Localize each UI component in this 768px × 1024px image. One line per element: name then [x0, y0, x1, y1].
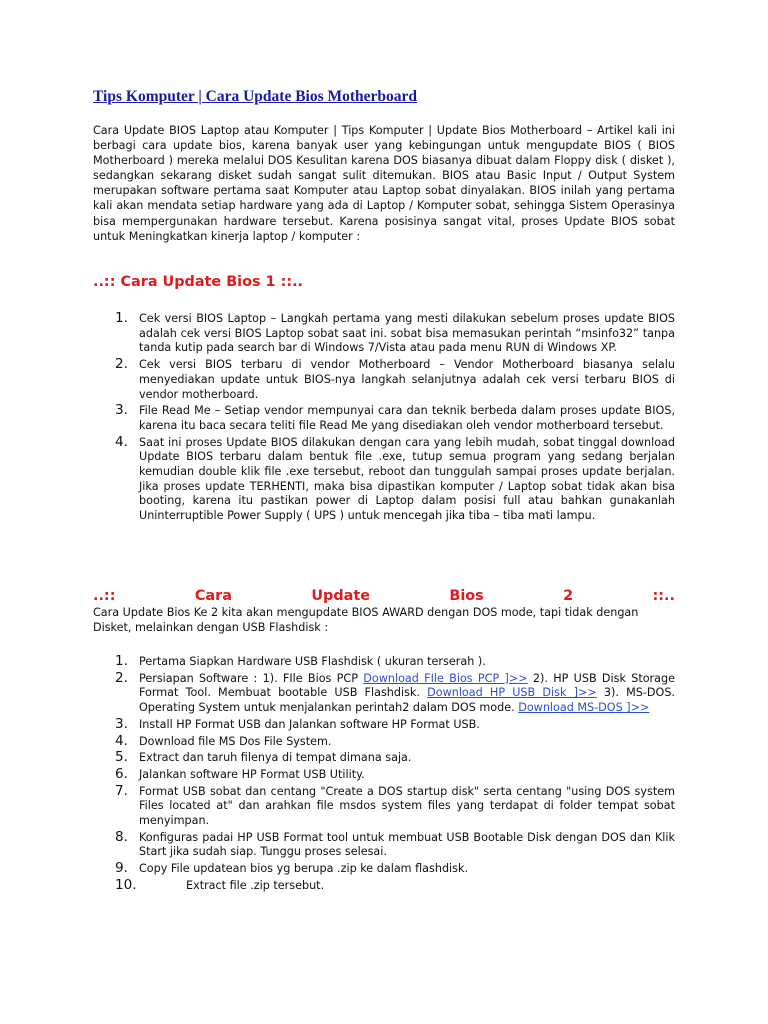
step-text: 2). HP USB Disk Storage Format Tool. Membuat bootable USB Flashdisk.	[139, 671, 675, 700]
step-text: File Read Me – Setiap vendor mempunyai cara dan teknik berbeda dalam proses update BIOS, karena itu baca secara teliti file Read Me yang disediakan oleh vendor motherboard tersebut.	[139, 404, 675, 432]
heading-part: ..::	[93, 588, 116, 604]
step-text: Cek versi BIOS Laptop – Langkah pertama yang mesti dilakukan sebelum proses update BIOS adalah cek versi BIOS Laptop sobat saat ini. sobat bisa memasukan perintah “msinfo32” tanpa tanda kutip pada search bar di Windows 7/Vista atau pada menu RUN di Windows XP.	[139, 312, 675, 355]
list-item	[93, 765, 675, 783]
heading-part: Bios	[449, 588, 484, 604]
step-number: 3.	[115, 715, 128, 732]
section-2-intro: Cara Update Bios Ke 2 kita akan mengupdate BIOS AWARD dengan DOS mode, tapi tidak dengan Disket, melainkan dengan USB Flashdisk :	[93, 606, 639, 635]
list-item	[93, 828, 675, 860]
step-text: Copy File updatean bios yg berupa .zip ke dalam flashdisk.	[139, 862, 469, 876]
step-text: Extract dan taruh filenya di tempat dimana saja.	[139, 751, 412, 765]
step-text: Konfiguras padai HP USB Format tool untuk membuat USB Bootable Disk dengan DOS dan Klik Start jika sudah siap. Tunggu proses selesai.	[139, 830, 675, 859]
step-number: 2.	[115, 669, 128, 686]
list-item	[93, 358, 675, 402]
step-text: Saat ini proses Update BIOS dilakukan dengan cara yang lebih mudah, sobat tinggal download Update BIOS terbaru dalam bentuk file .exe, tutup semua program yang sedang berjalan kemudian double klik file .exe tersebut, reboot dan tunggulah sampai proses update berjalan. Jika proses update TERHENTI, maka bisa dipastikan komputer / Laptop sobat tidak akan bisa booting, karena itu pastikan power di Laptop dalam posisi full atau bahkan gunakanlah Uninterruptible Power Supply ( UPS ) untuk mencegah jika tiba – tiba mati lampu.	[139, 435, 675, 523]
download-ms-dos-link[interactable]: Download MS-DOS ]>>	[518, 701, 650, 715]
step-number: 1.	[115, 653, 128, 669]
section-1-heading: ..:: Cara Update Bios 1 ::..	[93, 274, 304, 290]
step-text: Extract file .zip tersebut.	[186, 878, 325, 892]
list-item	[93, 862, 675, 877]
list-item	[93, 732, 675, 750]
list-item	[93, 715, 675, 733]
heading-part: Update	[311, 588, 370, 604]
step-number: 2.	[115, 356, 128, 373]
heading-part: 2	[563, 588, 574, 604]
page-title[interactable]: Tips Komputer | Cara Update Bios Motherboard	[93, 88, 418, 105]
list-item	[93, 655, 675, 670]
section-1-steps	[93, 312, 675, 526]
step-text: Persiapan Software : 1). FIle Bios PCP	[139, 671, 364, 685]
section-2-steps	[93, 655, 675, 896]
step-number: 10.	[115, 876, 137, 893]
step-number: 5.	[115, 749, 128, 766]
list-item	[93, 782, 675, 829]
list-item	[93, 433, 675, 524]
step-text: Cek versi BIOS terbaru di vendor Motherboard – Vendor Motherboard biasanya selalu menyediakan update untuk BIOS-nya langkah selanjutnya adalah cek versi terbaru BIOS di vendor motherboard.	[139, 358, 675, 401]
list-item	[93, 404, 675, 433]
section-2-heading	[93, 588, 675, 604]
step-number: 4.	[115, 433, 128, 450]
step-text: Download file MS Dos File System.	[139, 734, 332, 748]
step-number: 4.	[115, 732, 128, 749]
intro-paragraph: Cara Update BIOS Laptop atau Komputer | Tips Komputer | Update Bios Motherboard – Artikel kali ini berbagi cara update bios, karena banyak user yang kebingungan untuk mengupdate BIOS ( BIOS Motherboard ) mereka melalui DOS Kesulitan karena DOS biasanya dibuat dalam Floppy disk ( disket ), sedangkan sekarang disket sudah sangat sulit ditemukan. BIOS atau Basic Input / Output System merupakan software pertama saat Komputer atau Laptop sobat dinyalakan. BIOS inilah yang pertama kali akan mendata setiap hardware yang ada di Laptop / Komputer sobat, sehingga Sistem Operasinya bisa mempergunakan hardware tersebut. Karena posisinya sangat vital, proses Update BIOS sobat untuk Meningkatkan kinerja laptop / komputer :	[93, 124, 675, 243]
step-text: 3). MS-DOS. Operating System untuk menjalankan perintah2 dalam DOS mode.	[139, 686, 675, 715]
step-text: Jalankan software HP Format USB Utility.	[139, 767, 365, 781]
step-number: 7.	[115, 782, 128, 799]
list-item	[93, 876, 675, 894]
step-number: 9.	[115, 860, 128, 877]
heading-part: ::..	[652, 588, 675, 604]
step-number: 8.	[115, 828, 128, 845]
heading-part: Cara	[194, 588, 232, 604]
list-item	[93, 751, 675, 766]
step-text: Format USB sobat dan centang "Create a DOS startup disk" serta centang "using DOS system Files located at" dan arahkan file msdos system files yang terdapat di folder tempat sobat menyimpan.	[139, 784, 675, 828]
download-hp-usb-disk-link[interactable]: Download HP USB Disk ]>>	[427, 686, 597, 700]
download-bios-pcp-link[interactable]: Download FIle Bios PCP ]>>	[363, 671, 528, 685]
step-number: 3.	[115, 402, 128, 419]
list-item	[93, 312, 675, 356]
step-number: 1.	[115, 310, 128, 326]
list-item	[93, 669, 675, 716]
step-text: Pertama Siapkan Hardware USB Flashdisk ( ukuran terserah ).	[139, 655, 486, 668]
step-number: 6.	[115, 765, 128, 782]
step-text: Install HP Format USB dan Jalankan software HP Format USB.	[139, 717, 480, 731]
